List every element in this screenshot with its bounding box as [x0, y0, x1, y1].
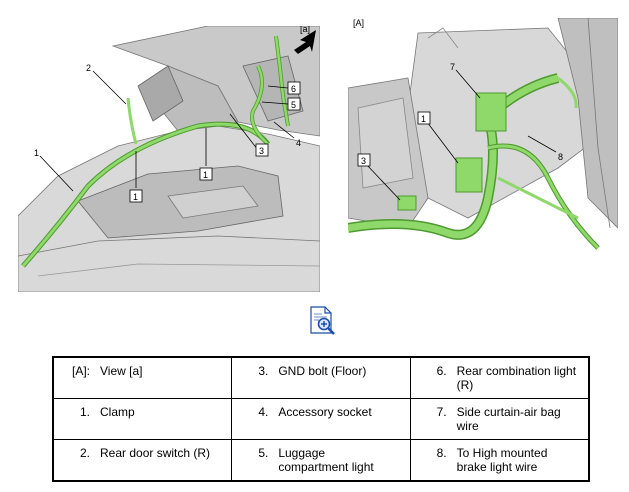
svg-text:1: 1 — [133, 192, 139, 202]
legend-cell: 2. Rear door switch (R) — [53, 440, 232, 482]
svg-text:2: 2 — [86, 63, 92, 73]
legend-table — [52, 356, 590, 482]
legend-cell: 8. To High mounted brake light wire — [410, 440, 589, 482]
harness-view-left-figure — [18, 26, 320, 292]
legend-cell: 4. Accessory socket — [232, 399, 410, 440]
svg-text:[A]: [A] — [353, 18, 365, 28]
legend-cell: 1. Clamp — [53, 399, 232, 440]
legend-cell: 6. Rear combination light (R) — [410, 357, 589, 399]
right-illustration — [348, 18, 618, 268]
svg-text:5: 5 — [291, 100, 297, 110]
svg-text:6: 6 — [291, 84, 297, 94]
legend-cell: 7. Side curtain-air bag wire — [410, 399, 589, 440]
legend-cell: 5. Luggage compartment light — [232, 440, 410, 482]
svg-text:7: 7 — [450, 62, 456, 72]
legend-cell: 3. GND bolt (Floor) — [232, 357, 410, 399]
svg-text:[a]: [a] — [300, 26, 311, 34]
svg-text:8: 8 — [558, 152, 564, 162]
zoom-in-document-icon[interactable] — [307, 305, 337, 335]
table-row — [53, 440, 589, 482]
table-row — [53, 399, 589, 440]
left-illustration — [18, 26, 320, 292]
svg-text:1: 1 — [34, 148, 40, 158]
svg-text:4: 4 — [296, 138, 302, 148]
harness-view-A-figure — [348, 18, 618, 268]
svg-text:3: 3 — [361, 156, 367, 166]
legend-cell: [A]: View [a] — [53, 357, 232, 399]
svg-text:1: 1 — [421, 114, 427, 124]
svg-text:3: 3 — [259, 146, 265, 156]
table-row — [53, 357, 589, 399]
callout-2 — [86, 63, 126, 104]
svg-text:1: 1 — [203, 170, 209, 180]
